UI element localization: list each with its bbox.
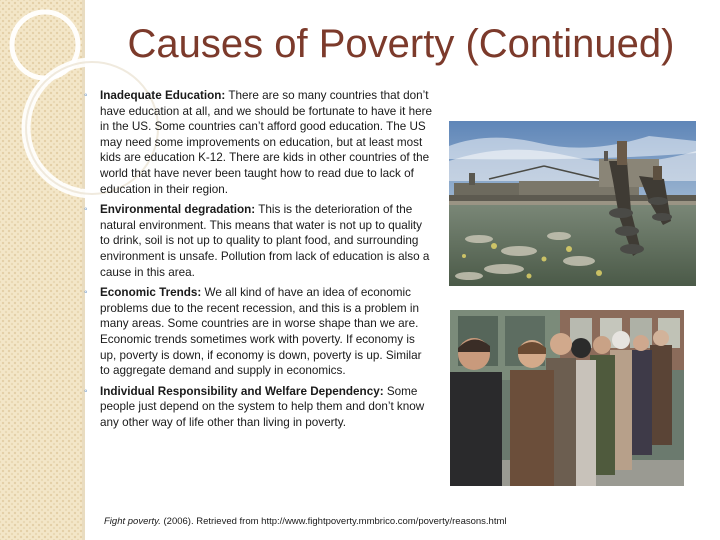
bullet-heading: Individual Responsibility and Welfare Dependency: xyxy=(100,384,384,398)
bullet-marker: ◦ xyxy=(84,204,88,216)
bullet-item-welfare xyxy=(84,384,434,431)
bullet-text: There are so many countries that don’t have education at all, and we should be fortunate to have it here in the US. Some countries can’t afford good education. The US may need some improvements on education, but at least most kids are education K-12. There are kids in other countries of the world that have never been taught how to read due to lack of education in their region. xyxy=(100,89,433,196)
slide-title: Causes of Poverty (Continued) xyxy=(127,22,675,66)
bullet-marker: ◦ xyxy=(84,385,88,397)
bullet-heading: Economic Trends: xyxy=(100,286,202,300)
bullet-marker: ◦ xyxy=(84,287,88,299)
bullet-item-economic-trends xyxy=(84,285,434,379)
breadline-photo xyxy=(450,310,684,486)
citation xyxy=(104,516,507,527)
bullet-marker: ◦ xyxy=(84,90,88,101)
bullet-list xyxy=(84,88,434,435)
bullet-text: This is the deterioration of the natural environment. This means that water is not up to quality to drink, soil is not up to quality to plant food, and surrounding environment is unsafe. Pollution from lack of education is also a cause in this area. xyxy=(100,203,430,279)
bullet-text: We all kind of have an idea of economic problems due to the recent recession, and this is a problem in many areas. Some countries are in worse shape than we are. Economic trends sometimes work with poverty. If economy is up, poverty is down, if economy is down, poverty is up. Similar to aggregate demand and supply in economics. xyxy=(100,286,422,378)
polluted-harbor-photo xyxy=(449,121,696,286)
bullet-item-education xyxy=(84,88,434,197)
bullet-heading: Environmental degradation: xyxy=(100,203,256,217)
bullet-heading: Inadequate Education: xyxy=(100,89,226,102)
citation-title: Fight poverty. xyxy=(104,516,161,527)
bullet-item-environment xyxy=(84,202,434,280)
bullet-text: Some people just depend on the system to help them and don’t know any other way of life other than living in poverty. xyxy=(100,384,425,429)
citation-text: (2006). Retrieved from http://www.fightpoverty.mmbrico.com/poverty/reasons.html xyxy=(160,516,507,527)
